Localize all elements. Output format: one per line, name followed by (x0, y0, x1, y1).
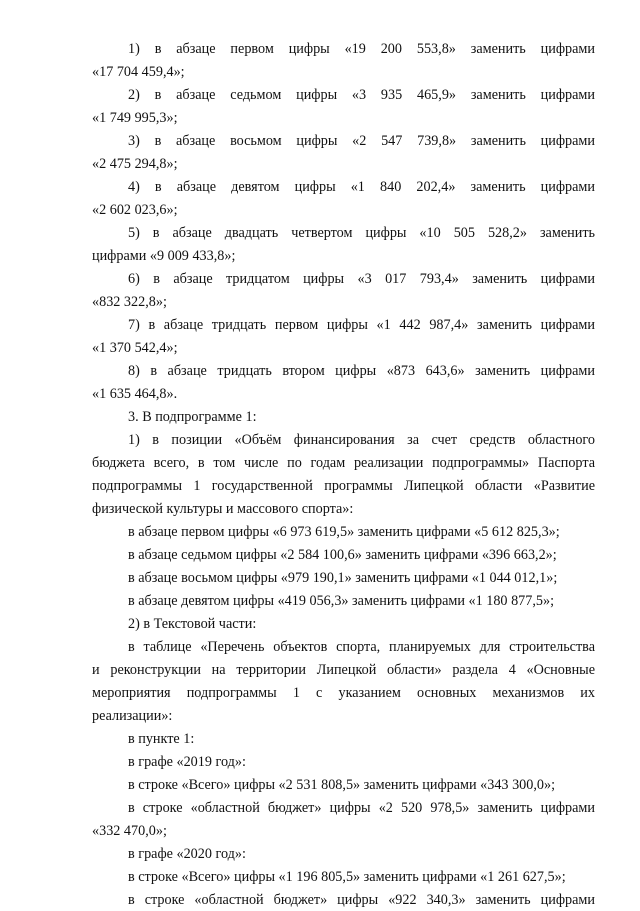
text-line: в абзаце девятом цифры «419 056,3» заменить цифрами «1 180 877,5»; (128, 593, 555, 609)
text-line: мероприятия подпрограммы 1 с указанием основных механизмов их (92, 685, 595, 701)
text-line: 2) в Текстовой части: (128, 616, 257, 632)
text-line: «332 470,0»; (92, 823, 167, 839)
text-line: «832 322,8»; (92, 294, 167, 310)
text-line: «1 635 464,8». (92, 386, 178, 402)
text-line: «1 370 542,4»; (92, 340, 178, 356)
text-line: подпрограммы 1 государственной программы Липецкой области «Развитие (92, 478, 595, 494)
text-line: «17 704 459,4»; (92, 64, 185, 80)
text-line: «2 602 023,6»; (92, 202, 178, 218)
text-line: 8) в абзаце тридцать втором цифры «873 643,6» заменить цифрами (128, 363, 595, 379)
text-line: в таблице «Перечень объектов спорта, планируемых для строительства (128, 639, 595, 655)
text-line: в строке «Всего» цифры «2 531 808,5» заменить цифрами «343 300,0»; (128, 777, 556, 793)
text-line: в пункте 1: (128, 731, 195, 747)
text-line: 5) в абзаце двадцать четвертом цифры «10 505 528,2» заменить (128, 225, 595, 241)
section-heading: 3. В подпрограмме 1: (128, 409, 257, 425)
text-line: «2 475 294,8»; (92, 156, 178, 172)
text-line: 1) в позиции «Объём финансирования за счет средств областного (128, 432, 595, 448)
text-line: бюджета всего, в том числе по годам реализации подпрограммы» Паспорта (92, 455, 595, 471)
text-line: в абзаце первом цифры «6 973 619,5» заменить цифрами «5 612 825,3»; (128, 524, 560, 540)
text-line: в строке «областной бюджет» цифры «922 340,3» заменить цифрами (128, 892, 595, 908)
text-line: в строке «Всего» цифры «1 196 805,5» заменить цифрами «1 261 627,5»; (128, 869, 566, 885)
text-line: и реконструкции на территории Липецкой области» раздела 4 «Основные (92, 662, 595, 678)
text-line: 7) в абзаце тридцать первом цифры «1 442 987,4» заменить цифрами (128, 317, 595, 333)
text-line: «1 749 995,3»; (92, 110, 178, 126)
text-line: в абзаце восьмом цифры «979 190,1» заменить цифрами «1 044 012,1»; (128, 570, 558, 586)
text-line: в строке «областной бюджет» цифры «2 520 978,5» заменить цифрами (128, 800, 595, 816)
text-line: 6) в абзаце тридцатом цифры «3 017 793,4» заменить цифрами (128, 271, 595, 287)
text-line: 3) в абзаце восьмом цифры «2 547 739,8» заменить цифрами (128, 133, 595, 149)
text-line: 4) в абзаце девятом цифры «1 840 202,4» заменить цифрами (128, 179, 595, 195)
text-line: в абзаце седьмом цифры «2 584 100,6» заменить цифрами «396 663,2»; (128, 547, 557, 563)
text-line: реализации»: (92, 708, 173, 724)
text-line: 2) в абзаце седьмом цифры «3 935 465,9» заменить цифрами (128, 87, 595, 103)
text-line: в графе «2020 год»: (128, 846, 246, 862)
text-line: 1) в абзаце первом цифры «19 200 553,8» заменить цифрами (128, 41, 595, 57)
text-line: в графе «2019 год»: (128, 754, 246, 770)
text-line: физической культуры и массового спорта»: (92, 501, 354, 517)
text-line: цифрами «9 009 433,8»; (92, 248, 236, 264)
